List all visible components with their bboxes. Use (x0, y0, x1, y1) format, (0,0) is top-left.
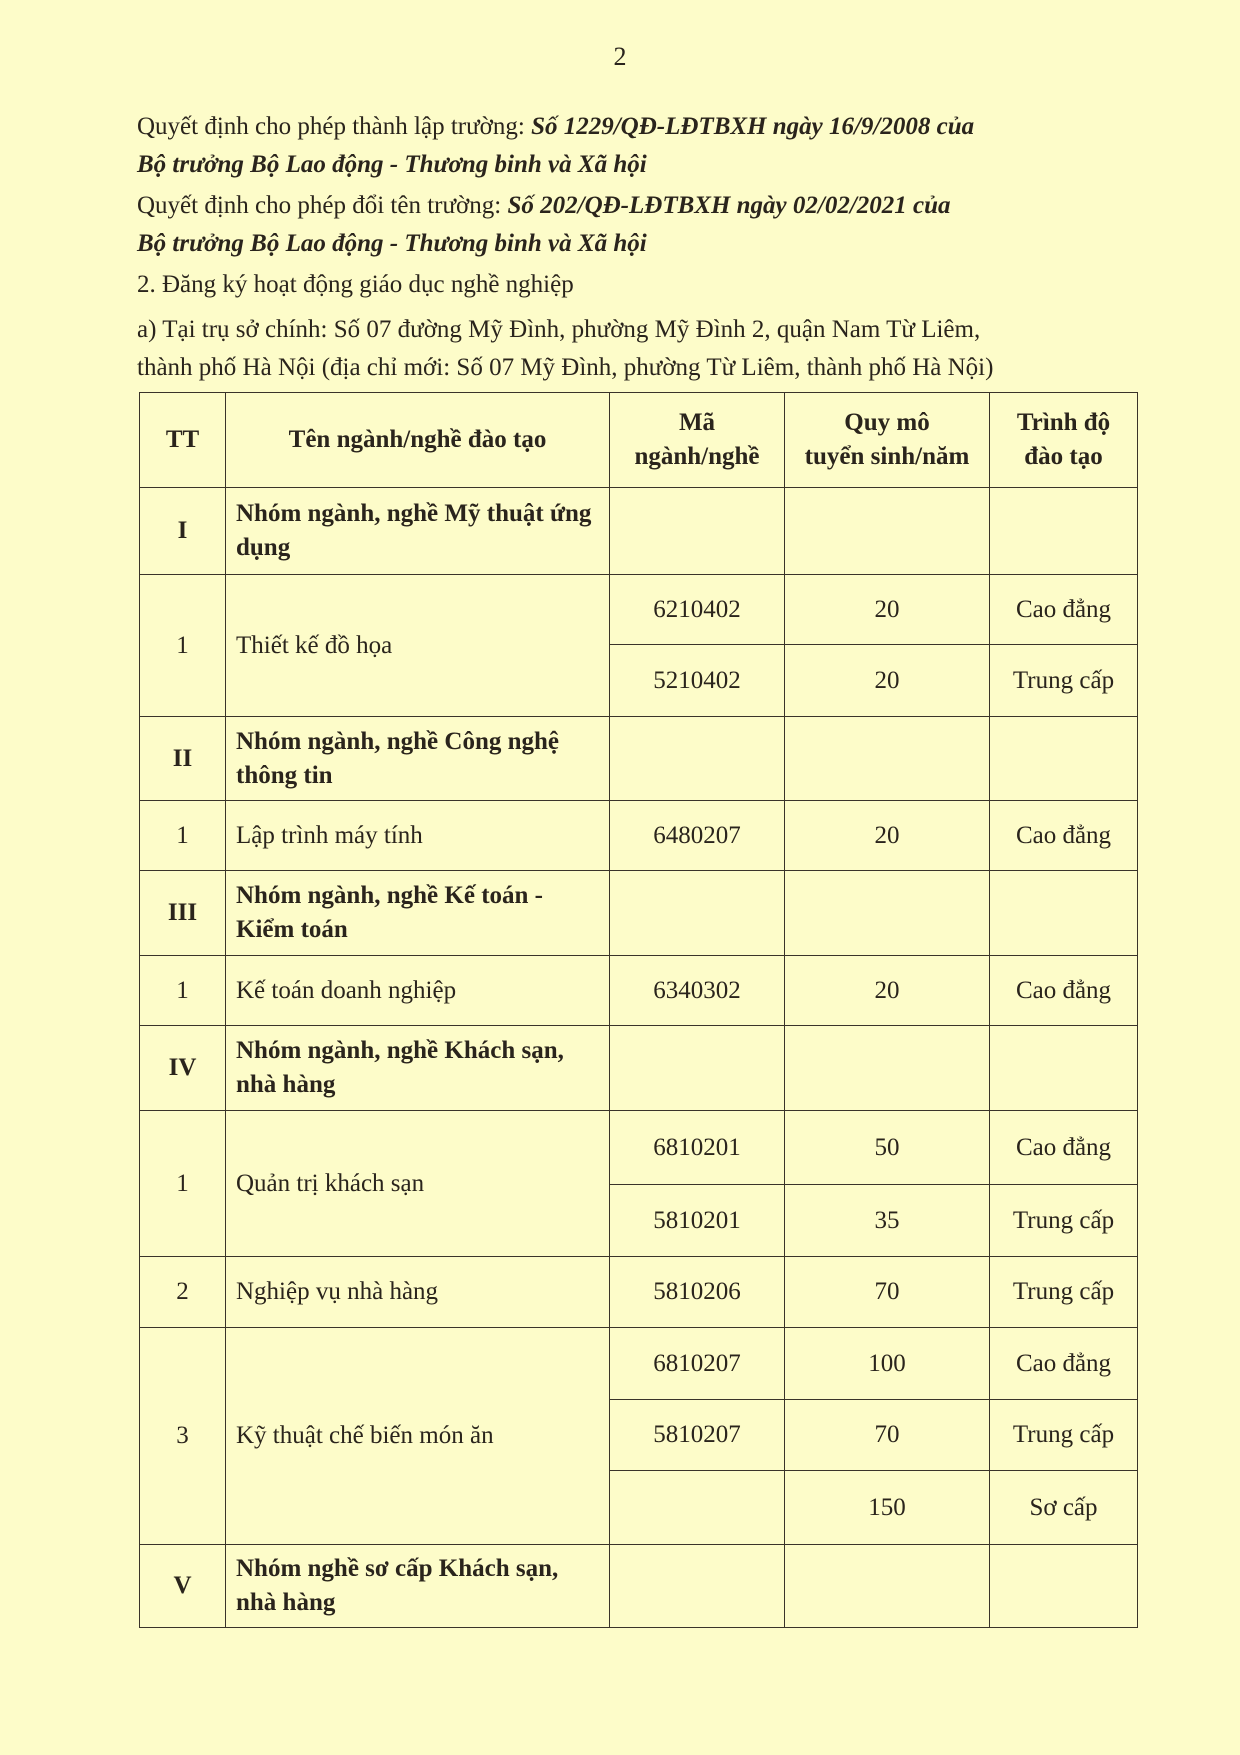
item-qty: 20 (785, 645, 990, 717)
table-row (140, 801, 1138, 871)
header-code-l2: ngành/nghề (634, 443, 760, 470)
header-name: Tên ngành/nghề đào tạo (226, 393, 610, 488)
group-tt: II (140, 717, 226, 801)
item-code: 5810207 (610, 1400, 785, 1471)
item-code: 6480207 (610, 801, 785, 871)
item-name: Thiết kế đồ họa (226, 575, 610, 717)
item-level: Cao đẳng (990, 956, 1138, 1026)
group-tt: IV (140, 1026, 226, 1111)
item-level: Trung cấp (990, 1185, 1138, 1257)
group-name: Nhóm ngành, nghề Mỹ thuật ứng dụng (226, 488, 610, 575)
item-code: 5210402 (610, 645, 785, 717)
item-level: Trung cấp (990, 1400, 1138, 1471)
address-line2: thành phố Hà Nội (địa chỉ mới: Số 07 Mỹ Đình, phường Từ Liêm, thành phố Hà Nội) (137, 354, 994, 381)
rename-label: Quyết định cho phép đổi tên trường: (137, 192, 508, 219)
section-heading: 2. Đăng ký hoạt động giáo dục nghề nghiệp (137, 271, 574, 298)
header-code (610, 393, 785, 488)
item-level: Cao đẳng (990, 1328, 1138, 1400)
rename-value-line1: Số 202/QĐ-LĐTBXH ngày 02/02/2021 của (507, 192, 951, 219)
item-level: Cao đẳng (990, 575, 1138, 645)
item-name: Nghiệp vụ nhà hàng (226, 1257, 610, 1328)
table-row (140, 1328, 1138, 1400)
establishment-value-line2: Bộ trưởng Bộ Lao động - Thương binh và Xã hội (137, 151, 647, 178)
group-row (140, 488, 1138, 575)
rename-value-line2: Bộ trưởng Bộ Lao động - Thương binh và Xã hội (137, 230, 647, 257)
item-qty: 20 (785, 575, 990, 645)
item-code: 5810206 (610, 1257, 785, 1328)
item-tt: 3 (140, 1328, 226, 1545)
group-name: Nhóm ngành, nghề Kế toán - Kiểm toán (226, 871, 610, 956)
establishment-value-line1: Số 1229/QĐ-LĐTBXH ngày 16/9/2008 của (531, 113, 975, 140)
group-row (140, 1026, 1138, 1111)
item-level: Trung cấp (990, 645, 1138, 717)
group-row (140, 717, 1138, 801)
item-level: Trung cấp (990, 1257, 1138, 1328)
table-row (140, 1111, 1138, 1185)
address-paragraph (137, 311, 1137, 387)
table-header-row (140, 393, 1138, 488)
table-row (140, 1257, 1138, 1328)
item-code: 6810207 (610, 1328, 785, 1400)
item-qty: 35 (785, 1185, 990, 1257)
header-tt: TT (140, 393, 226, 488)
header-qty-l2: tuyển sinh/năm (804, 443, 970, 470)
item-qty: 20 (785, 956, 990, 1026)
group-name: Nhóm ngành, nghề Công nghệ thông tin (226, 717, 610, 801)
item-qty: 70 (785, 1400, 990, 1471)
header-level-l1: Trình độ (1016, 409, 1111, 436)
header-qty-l1: Quy mô (844, 409, 930, 436)
group-row (140, 1545, 1138, 1628)
item-code: 6810201 (610, 1111, 785, 1185)
item-code: 6340302 (610, 956, 785, 1026)
item-qty: 70 (785, 1257, 990, 1328)
header-qty (785, 393, 990, 488)
header-level-l2: đào tạo (1024, 443, 1103, 470)
table-row (140, 956, 1138, 1026)
item-name: Kế toán doanh nghiệp (226, 956, 610, 1026)
group-tt: I (140, 488, 226, 575)
item-qty: 50 (785, 1111, 990, 1185)
item-tt: 1 (140, 575, 226, 717)
item-qty: 100 (785, 1328, 990, 1400)
item-code: 6210402 (610, 575, 785, 645)
item-tt: 2 (140, 1257, 226, 1328)
page-number: 2 (613, 42, 627, 71)
item-name: Lập trình máy tính (226, 801, 610, 871)
item-tt: 1 (140, 1111, 226, 1257)
group-row (140, 871, 1138, 956)
establishment-decision (137, 108, 1137, 184)
address-line1: a) Tại trụ sở chính: Số 07 đường Mỹ Đình, phường Mỹ Đình 2, quận Nam Từ Liêm, (137, 316, 981, 343)
group-name: Nhóm nghề sơ cấp Khách sạn, nhà hàng (226, 1545, 610, 1628)
item-name: Quản trị khách sạn (226, 1111, 610, 1257)
rename-decision (137, 187, 1137, 263)
registration-table (139, 392, 1138, 1628)
item-qty: 20 (785, 801, 990, 871)
group-name: Nhóm ngành, nghề Khách sạn, nhà hàng (226, 1026, 610, 1111)
group-tt: III (140, 871, 226, 956)
item-code (610, 1471, 785, 1545)
item-name: Kỹ thuật chế biến món ăn (226, 1328, 610, 1545)
header-code-l1: Mã (678, 409, 716, 436)
establishment-label: Quyết định cho phép thành lập trường: (137, 113, 532, 140)
item-tt: 1 (140, 956, 226, 1026)
item-level: Cao đẳng (990, 1111, 1138, 1185)
table-row (140, 575, 1138, 645)
item-code: 5810201 (610, 1185, 785, 1257)
item-level: Cao đẳng (990, 801, 1138, 871)
item-tt: 1 (140, 801, 226, 871)
header-level (990, 393, 1138, 488)
item-level: Sơ cấp (990, 1471, 1138, 1545)
item-qty: 150 (785, 1471, 990, 1545)
group-tt: V (140, 1545, 226, 1628)
